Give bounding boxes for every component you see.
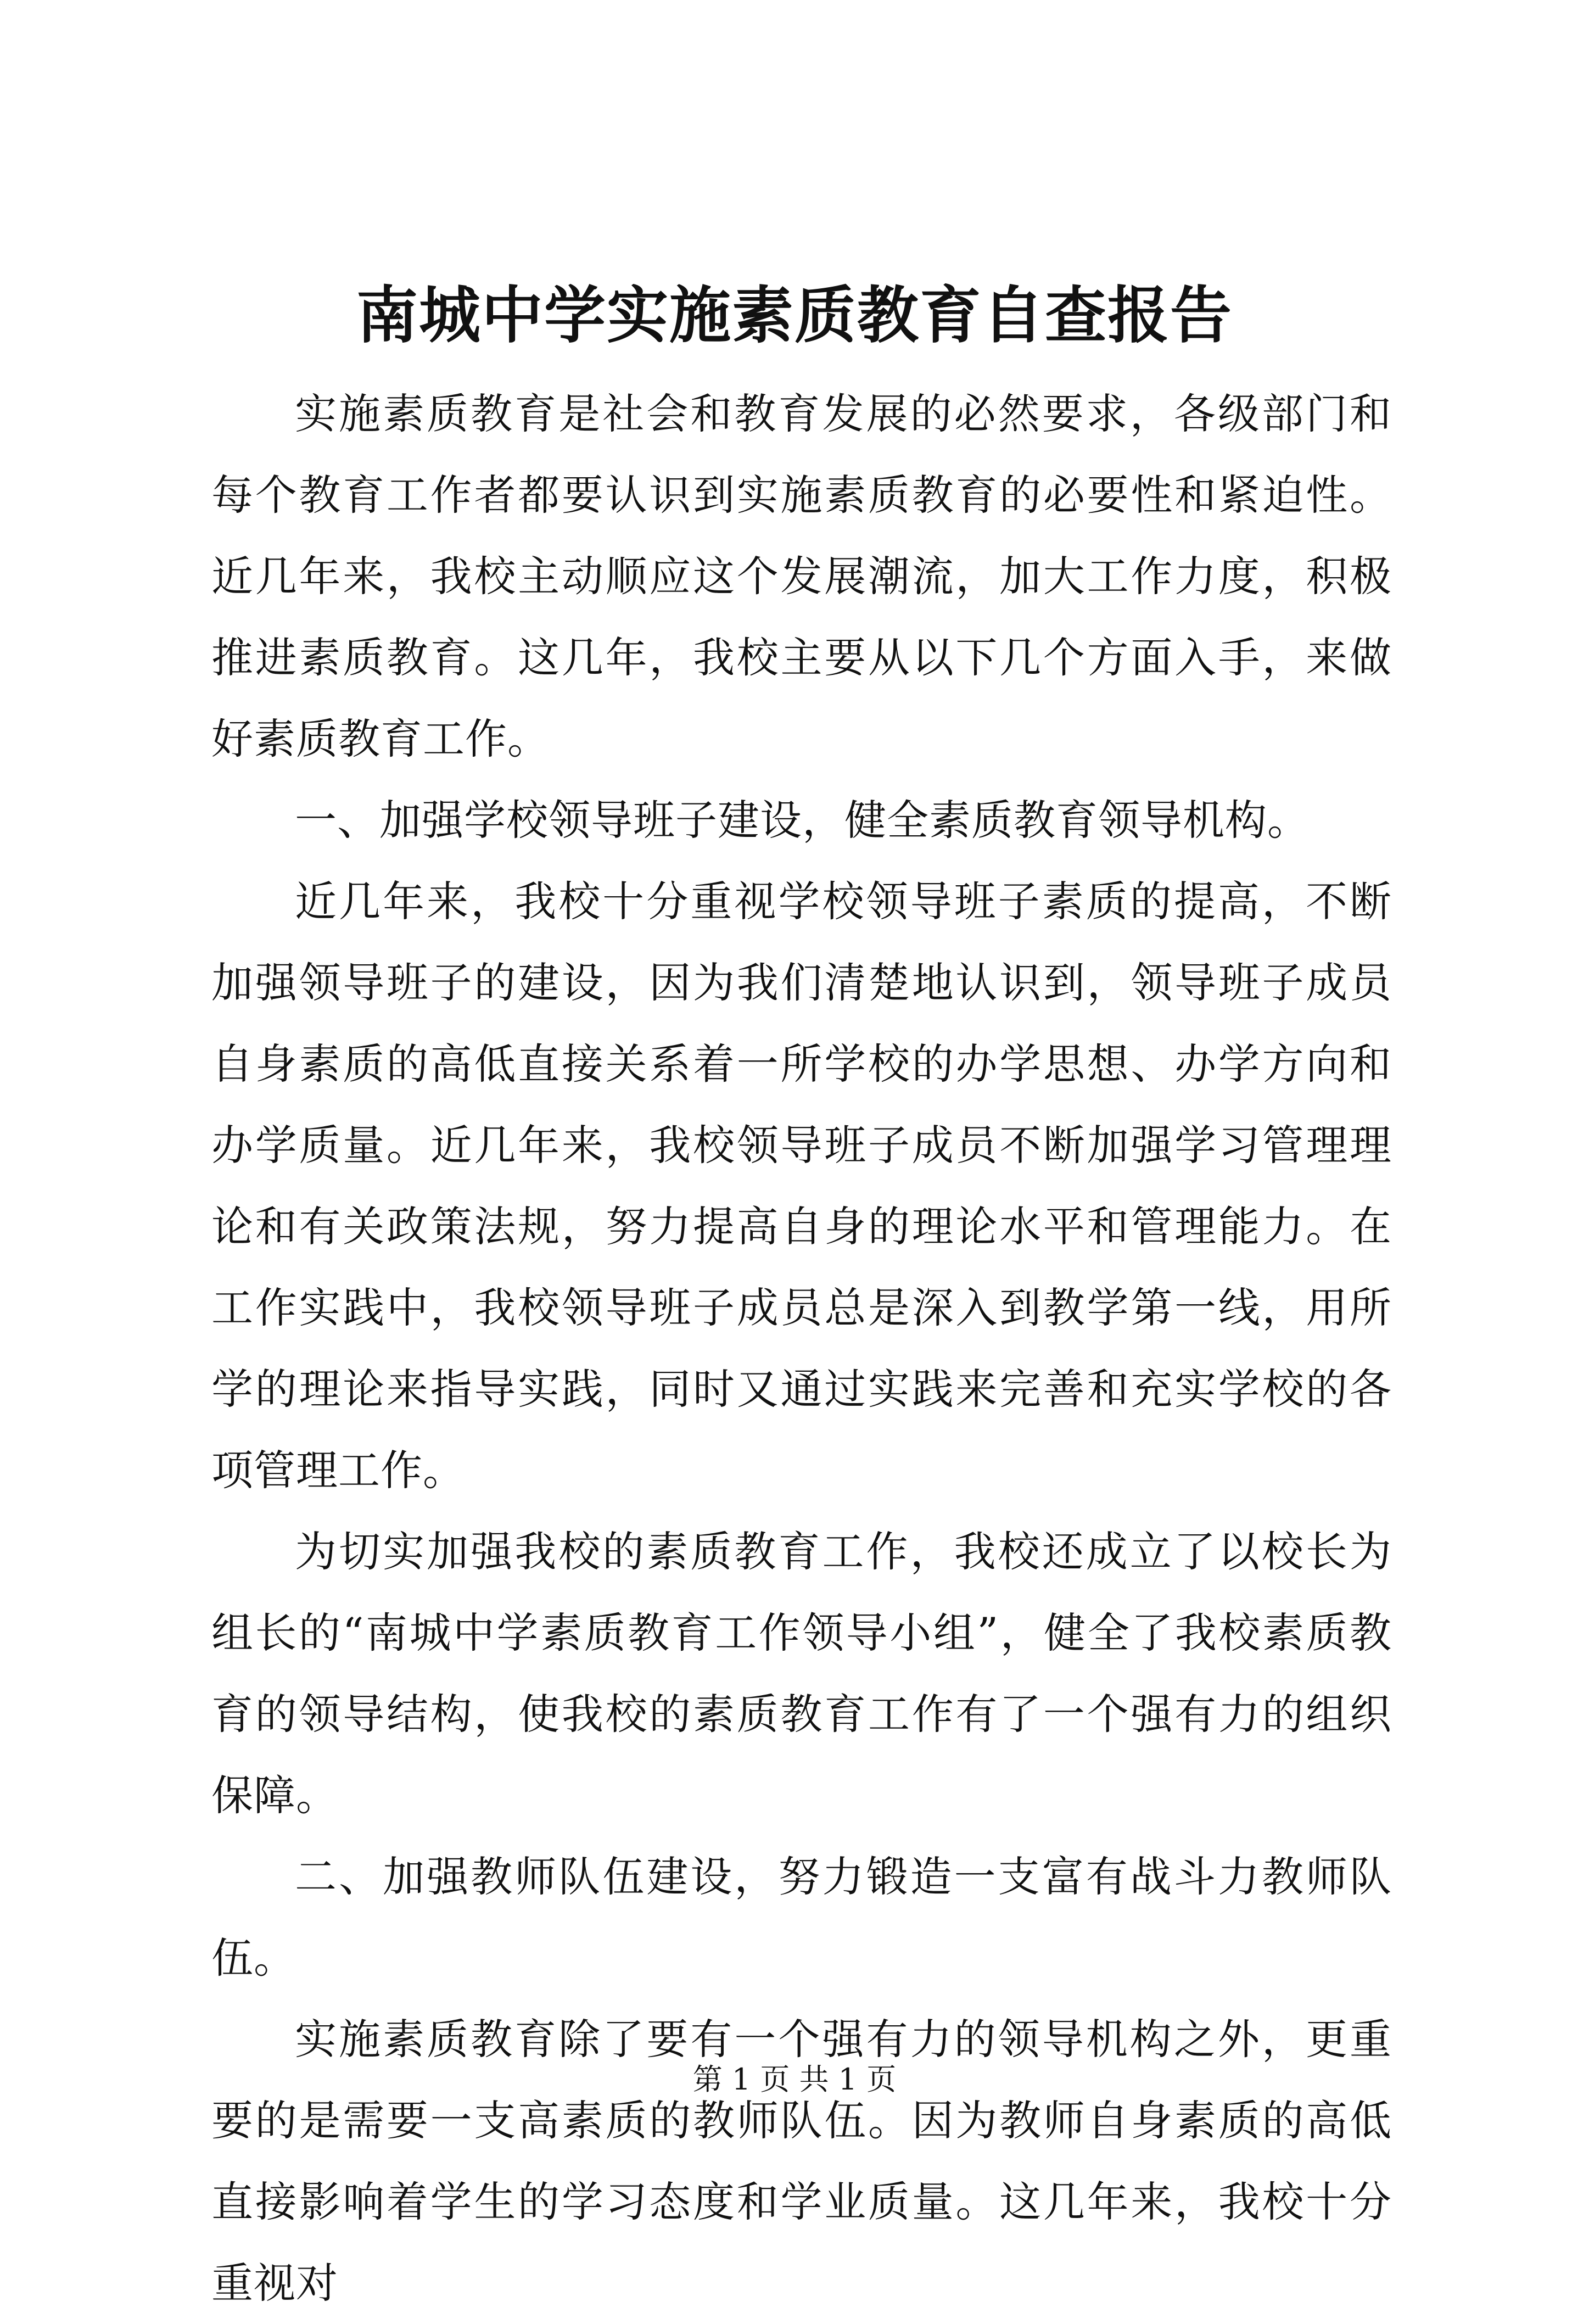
paragraph-teachers: 实施素质教育除了要有一个强有力的领导机构之外，更重要的是需要一支高素质的教师队伍。因为教师自身素质的高低直接影响着学生的学习态度和学业质量。这几年来，我校十分重视对 (211, 2015, 1392, 2308)
document-title: 南城中学实施素质教育自查报告 (356, 280, 1233, 351)
paragraph-leading-group: 为切实加强我校的素质教育工作，我校还成立了以校长为组长的“南城中学素质教育工作领导小组”，健全了我校素质教育的领导结构，使我校的素质教育工作有了一个强有力的组织保障。 (211, 1527, 1392, 1820)
section-heading-1: 一、加强学校领导班子建设，健全素质教育领导机构。 (295, 796, 1310, 845)
paragraph-leadership: 近几年来，我校十分重视学校领导班子素质的提高，不断加强领导班子的建设，因为我们清楚地认识到，领导班子成员自身素质的高低直接关系着一所学校的办学思想、办学方向和办学质量。近几年来，我校领导班子成员不断加强学习管理理论和有关政策法规，努力提高自身的理论水平和管理能力。在工作实践中，我校领导班子成员总是深入到教学第一线，用所学的理论来指导实践，同时又通过实践来完善和充实学校的各项管理工作。 (211, 877, 1392, 1495)
document-body (211, 373, 1392, 2324)
page-footer: 第 1 页 共 1 页 (692, 2062, 897, 2097)
section-heading-2: 二、加强教师队伍建设，努力锻造一支富有战斗力教师队伍。 (211, 1852, 1392, 1982)
paragraph-intro: 实施素质教育是社会和教育发展的必然要求，各级部门和每个教育工作者都要认识到实施素质教育的必要性和紧迫性。近几年来，我校主动顺应这个发展潮流，加大工作力度，积极推进素质教育。这几年，我校主要从以下几个方面入手，来做好素质教育工作。 (211, 389, 1392, 763)
